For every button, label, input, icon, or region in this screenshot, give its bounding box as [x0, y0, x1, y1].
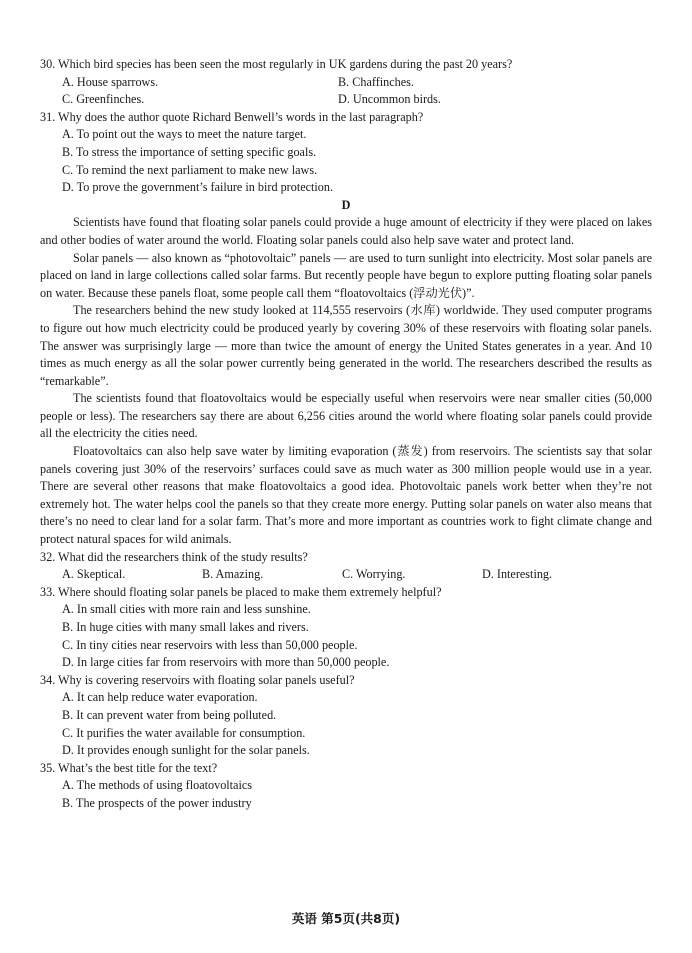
question-stem: 35. What’s the best title for the text?	[40, 760, 218, 775]
question-stem: 32. What did the researchers think of the study results?	[40, 549, 308, 564]
option-a[interactable]: A. It can help reduce water evaporation.	[62, 690, 258, 705]
option-c[interactable]: C. In tiny cities near reservoirs with less than 50,000 people.	[62, 637, 358, 652]
option-b[interactable]: B. It can prevent water from being polluted.	[62, 707, 277, 722]
option-d[interactable]: D. Uncommon birds.	[338, 92, 441, 107]
exam-page	[40, 56, 652, 813]
question-stem: 31. Why does the author quote Richard Benwell’s words in the last paragraph?	[40, 109, 424, 124]
page-footer: 英语 第5页(共8页)	[291, 911, 401, 926]
option-d[interactable]: D. It provides enough sunlight for the solar panels.	[62, 743, 310, 758]
option-a[interactable]: A. To point out the ways to meet the nature target.	[62, 127, 307, 142]
option-a[interactable]: A. Skeptical.	[62, 567, 126, 582]
question-32	[40, 549, 652, 584]
question-31	[40, 109, 652, 197]
option-a[interactable]: A. House sparrows.	[62, 74, 159, 89]
option-d[interactable]: D. In large cities far from reservoirs with more than 50,000 people.	[62, 655, 390, 670]
passage-paragraph: Scientists have found that floating solar panels could provide a huge amount of electricity if they were placed on lakes and other bodies of water around the world. Floating solar panels could also help save water and protect land.	[40, 215, 652, 247]
question-30	[40, 56, 652, 109]
question-33	[40, 584, 652, 672]
answer-options	[40, 601, 652, 671]
option-c[interactable]: C. Worrying.	[342, 567, 406, 582]
option-c[interactable]: C. Greenfinches.	[62, 92, 145, 107]
question-stem: 30. Which bird species has been seen the most regularly in UK gardens during the past 20 years?	[40, 57, 513, 71]
option-d[interactable]: D. To prove the government’s failure in bird protection.	[62, 180, 334, 195]
answer-options	[40, 566, 652, 584]
option-b[interactable]: B. In huge cities with many small lakes and rivers.	[62, 620, 309, 634]
option-b[interactable]: B. Chaffinches.	[338, 74, 414, 89]
section-title: D	[341, 197, 351, 212]
question-34	[40, 672, 652, 760]
answer-options	[40, 777, 652, 812]
passage-paragraph: Floatovoltaics can also help save water by limiting evaporation (蒸发) from reservoirs. The scientists say that solar panels covering just 30% of the reservoirs’ surfaces could save as much water as 300 million people would use in a year. There are several other reasons that make floatovoltaics a good idea. Photovoltaic panels work better when they’re not extremely hot. The water helps cool the panels so that they create more energy. Putting solar panels on water also means that there’s no need to clear land for a solar farm. That’s more and more important as countries work to fight climate change and protect natural spaces for wild animals.	[40, 444, 652, 547]
answer-options	[40, 689, 652, 759]
passage-paragraph: The researchers behind the new study looked at 114,555 reservoirs (水库) worldwide. They used computer programs to figure out how much electricity could be produced yearly by covering 30% of these reservoirs with floating solar panels. The answer was surprisingly large — more than twice the amount of energy the United States generates in a year. And 10 times as much energy as all the solar power currently being generated in the world. The researchers described the results as “remarkable”.	[40, 303, 652, 388]
option-a[interactable]: A. In small cities with more rain and less sunshine.	[62, 602, 311, 617]
option-d[interactable]: D. Interesting.	[482, 567, 553, 582]
option-b[interactable]: B. To stress the importance of setting specific goals.	[62, 144, 317, 159]
answer-options	[40, 126, 652, 196]
reading-passage	[40, 214, 652, 548]
answer-options	[40, 74, 652, 109]
option-c[interactable]: C. It purifies the water available for consumption.	[62, 725, 306, 740]
option-c[interactable]: C. To remind the next parliament to make new laws.	[62, 162, 318, 177]
option-b[interactable]: B. Amazing.	[202, 567, 264, 582]
question-35	[40, 760, 652, 813]
passage-paragraph: The scientists found that floatovoltaics would be especially useful when reservoirs were near smaller cities (50,000 people or less). The researchers say there are about 6,256 cities around the world where floating solar panels could provide all the electricity the cities need.	[40, 391, 652, 441]
passage-paragraph: Solar panels — also known as “photovoltaic” panels — are used to turn sunlight into electricity. Most solar panels are placed on land in large collections called solar farms. But recently people have begun to explore putting floating solar panels on water. Because these panels float, some people call them “floatovoltaics (浮动光伏)”.	[40, 250, 652, 300]
option-b[interactable]: B. The prospects of the power industry	[62, 795, 252, 810]
question-stem: 33. Where should floating solar panels be placed to make them extremely helpful?	[40, 584, 442, 599]
question-stem: 34. Why is covering reservoirs with floating solar panels useful?	[40, 672, 355, 687]
option-a[interactable]: A. The methods of using floatovoltaics	[62, 778, 253, 793]
